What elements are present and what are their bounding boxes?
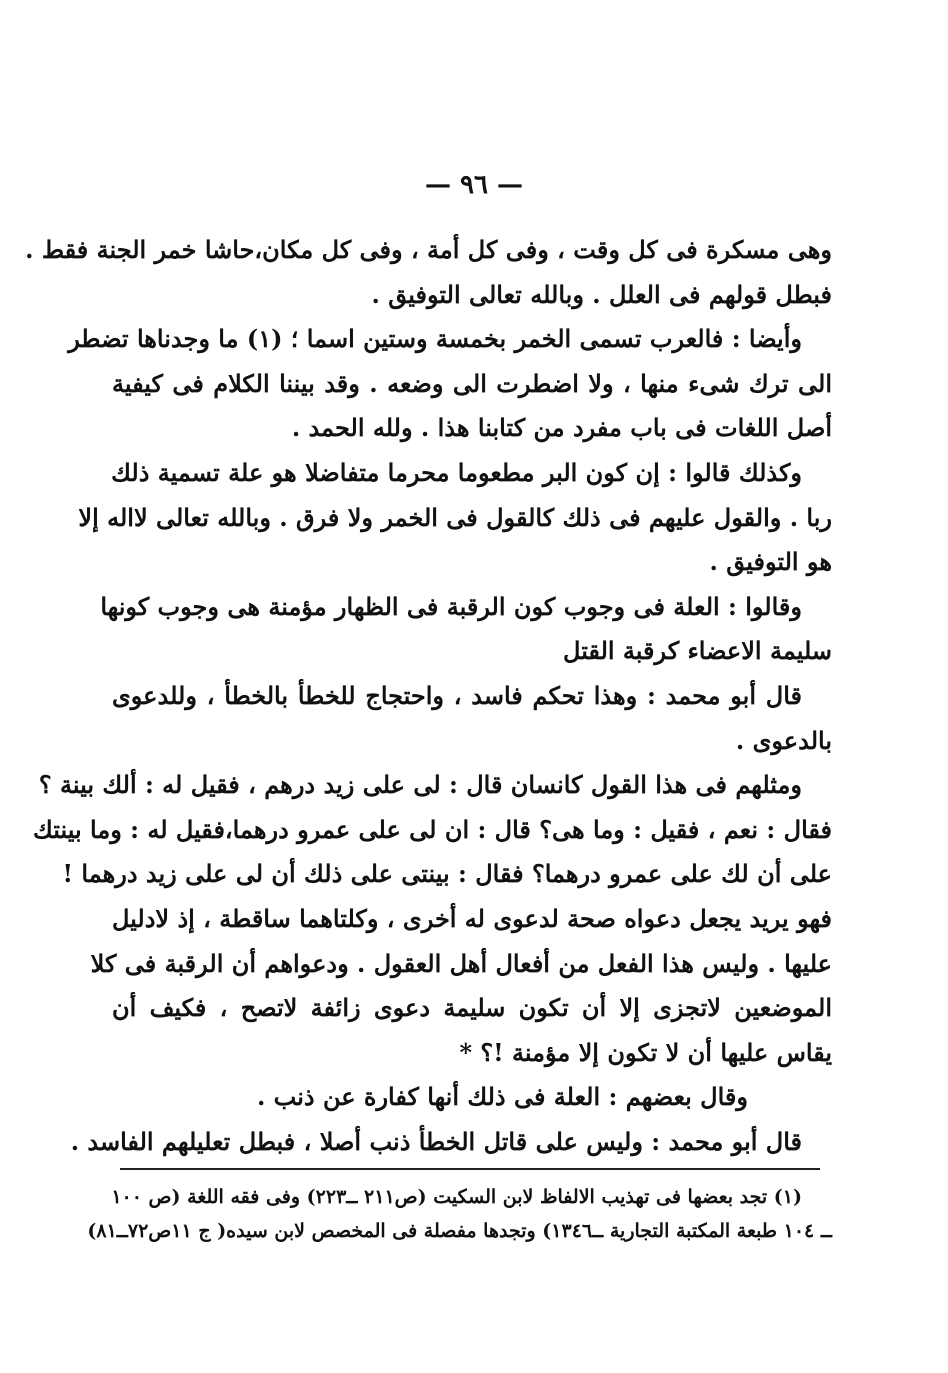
text-line: وقالوا : العلة فى وجوب كون الرقبة فى الظهار مؤمنة هى وجوب كونها bbox=[100, 591, 802, 621]
footnote-line: ــ ١٠٤ طبعة المكتبة التجارية ــ١٣٤٦) وتجدها مفصلة فى المخصص لابن سيده( ج ١١ص٧٢ــ٨١) bbox=[87, 1220, 832, 1242]
text-line: وأيضا : فالعرب تسمى الخمر بخمسة وستين اسما ؛ (١) ما وجدناها تضطر bbox=[68, 324, 802, 354]
text-line: بالدعوى . bbox=[735, 725, 832, 755]
text-line: سليمة الاعضاء كرقبة القتل bbox=[563, 636, 832, 666]
text-line: الى ترك شىء منها ، ولا اضطرت الى وضعه . وقد بيننا الكلام فى كيفية bbox=[112, 368, 832, 398]
text-line: فقال : نعم ، فقيل : وما هى؟ قال : ان لى على عمرو درهما،فقيل له : وما بينتك bbox=[33, 814, 832, 844]
text-line: قال أبو محمد : وليس على قاتل الخطأ ذنب أصلا ، فبطل تعليلهم الفاسد . bbox=[70, 1126, 802, 1156]
text-line: هو التوفيق . bbox=[709, 547, 832, 577]
text-line: قال أبو محمد : وهذا تحكم فاسد ، واحتجاج للخطأ بالخطأ ، وللدعوى bbox=[112, 680, 802, 710]
text-line: وقال بعضهم : العلة فى ذلك أنها كفارة عن ذنب . bbox=[256, 1082, 748, 1112]
text-line: ربا . والقول عليهم فى ذلك كالقول فى الخمر ولا فرق . وبالله تعالى لااله إلا bbox=[78, 502, 832, 532]
page-number: — ٩٦ — bbox=[424, 170, 524, 200]
footnotes bbox=[87, 1180, 832, 1248]
text-line: يقاس عليها أن لا تكون إلا مؤمنة !؟ * bbox=[459, 1037, 832, 1067]
footnote-divider bbox=[120, 1168, 820, 1170]
text-line: فهو يريد يجعل دعواه صحة لدعوى له أخرى ، وكلتاهما ساقطة ، إذ لادليل bbox=[112, 903, 832, 933]
text-line: أصل اللغات فى باب مفرد من كتابنا هذا . ولله الحمد . bbox=[291, 413, 832, 443]
text-line: الموضعين لاتجزى إلا أن تكون سليمة دعوى زائفة لاتصح ، فكيف أن bbox=[112, 993, 832, 1023]
body-text bbox=[25, 228, 832, 1164]
text-line: ومثلهم فى هذا القول كانسان قال : لى على زيد درهم ، فقيل له : ألك بينة ؟ bbox=[38, 770, 802, 800]
text-line: وهى مسكرة فى كل وقت ، وفى كل أمة ، وفى كل مكان،حاشا خمر الجنة فقط . bbox=[25, 235, 832, 264]
footnote-line: (١) تجد بعضها فى تهذيب الالفاظ لابن السكيت (ص٢١١ ــ٢٢٣) وفى فقه اللغة (ص ١٠٠ bbox=[111, 1186, 802, 1208]
text-line: على أن لك على عمرو درهما؟ فقال : بينتى على ذلك أن لى على زيد درهما ! bbox=[62, 859, 832, 889]
text-line: عليها . وليس هذا الفعل من أفعال أهل العقول . ودعواهم أن الرقبة فى كلا bbox=[90, 948, 832, 978]
text-line: فبطل قولهم فى العلل . وبالله تعالى التوفيق . bbox=[371, 279, 832, 309]
text-line: وكذلك قالوا : إن كون البر مطعوما محرما متفاضلا هو علة تسمية ذلك bbox=[111, 457, 802, 487]
